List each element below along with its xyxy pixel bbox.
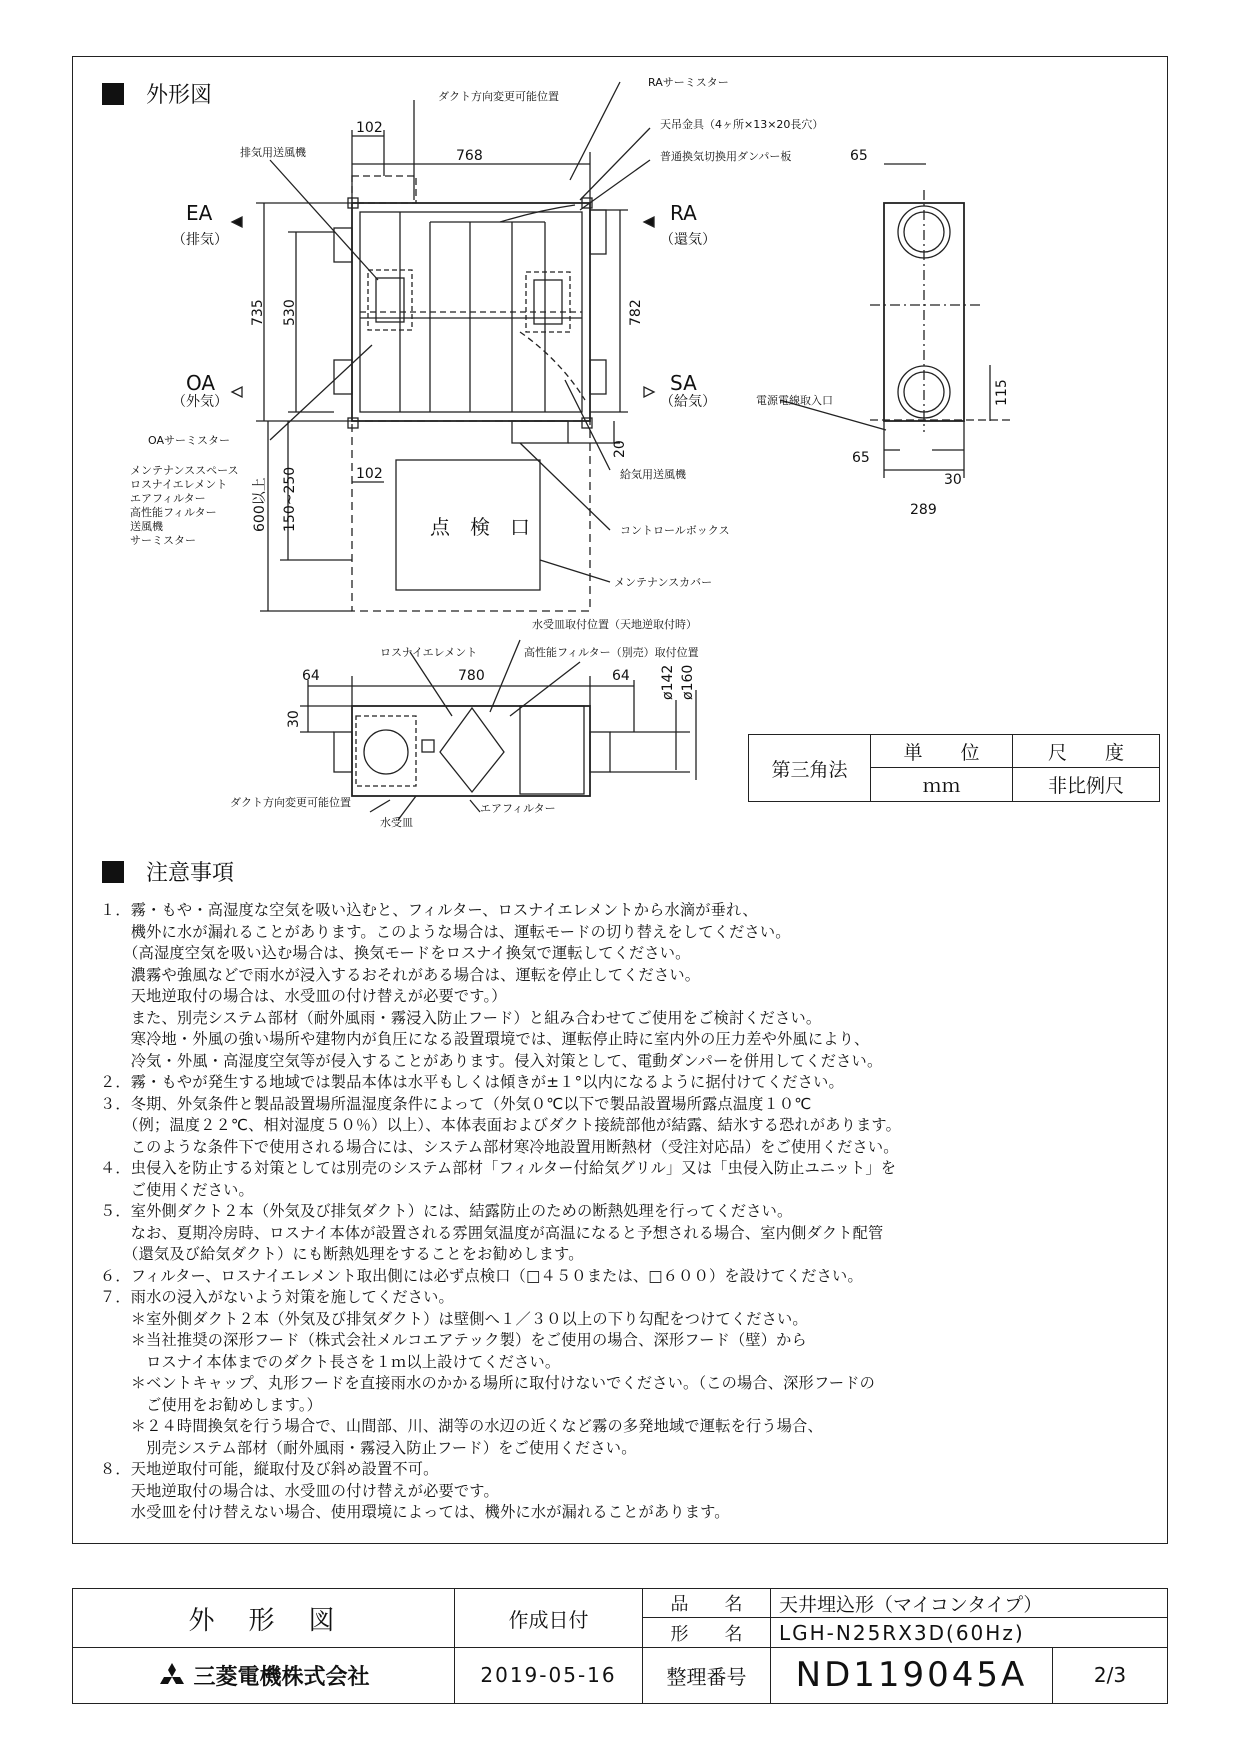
- maintenance-cover-label: メンテナンスカバー: [614, 576, 713, 589]
- note-line: 天地逆取付の場合は、水受皿の付け替えが必要です。: [100, 1481, 499, 1500]
- dim-289: 289: [910, 502, 937, 518]
- power-inlet-label: 電源電線取入口: [756, 394, 833, 407]
- maint-item-2: 高性能フィルター: [130, 506, 217, 519]
- document-number: ND119045A: [771, 1647, 1053, 1703]
- drain-pan-position-label: 水受皿取付位置（天地逆取付時）: [532, 618, 697, 631]
- ea-sub-label: （排気）: [172, 232, 228, 248]
- note-line: なお、夏期冷房時、ロスナイ本体が設置される雰囲気温度が高温になると予想される場合、室内側ダクト配管: [100, 1223, 884, 1242]
- dim-782: 782: [628, 299, 644, 326]
- note-line: 冷気・外風・高湿度空気等が侵入することがあります。侵入対策として、電動ダンパーを併用してください。: [100, 1051, 883, 1070]
- unit-label: 単 位: [871, 735, 1013, 768]
- ra-label: RA: [670, 201, 697, 225]
- note-line: ８．天地逆取付可能，縦取付及び斜め設置不可。: [100, 1460, 439, 1478]
- ra-sub-label: （還気）: [660, 232, 716, 248]
- company-name: 三菱電機株式会社: [193, 1664, 370, 1690]
- note-line: ご使用をお勧めします。）: [100, 1395, 322, 1414]
- dim-780: 780: [458, 668, 485, 684]
- damper-label: 普通換気切換用ダンパー板: [660, 150, 792, 163]
- dim-65-bottom: 65: [852, 450, 870, 466]
- note-line: （高湿度空気を吸い込む場合は、換気モードをロスナイ換気で運転してください。: [100, 944, 691, 962]
- note-line: ３．冬期、外気条件と製品設置場所温湿度条件によって（外気０℃以下で製品設置場所露点温度１０℃: [100, 1094, 812, 1113]
- note-line: （例；温度２２℃、相対湿度５０％）以上）、本体表面およびダクト接続部他が結露、結氷する恐れがあります。: [100, 1116, 901, 1134]
- notes-list: [100, 900, 1140, 1524]
- unit-value: ｍｍ: [871, 768, 1013, 801]
- oa-label: OA: [186, 371, 216, 395]
- scale-label: 尺 度: [1013, 735, 1159, 768]
- dim-530: 530: [282, 299, 298, 326]
- title-block: [72, 1588, 1168, 1704]
- sa-sub-label: （給気）: [660, 394, 716, 410]
- note-line: ＊室外側ダクト２本（外気及び排気ダクト）は壁側へ１／３０以上の下り勾配をつけてください。: [100, 1309, 808, 1328]
- dim-150-250: 150~250: [282, 466, 298, 532]
- dim-20: 20: [612, 440, 628, 458]
- hepa-position-label: 高性能フィルター（別売）取付位置: [524, 646, 699, 659]
- exhaust-fan-label: 排気用送風機: [240, 146, 306, 159]
- notes-title: 注意事項: [146, 861, 235, 886]
- maint-item-3: 送風機: [130, 520, 163, 533]
- note-line: ７．雨水の浸入がないよう対策を施してください。: [100, 1288, 454, 1306]
- note-line: ２．霧・もやが発生する地域では製品本体は水平もしくは傾きが±１°以内になるように据付けてください。: [100, 1073, 844, 1091]
- katamei-label: 形 名: [643, 1618, 771, 1647]
- dim-65-top: 65: [850, 148, 868, 164]
- note-line: ＊当社推奨の深形フード（株式会社メルコエアテック製）をご使用の場合、深形フード（壁）から: [100, 1331, 807, 1349]
- ea-label: EA: [186, 201, 213, 225]
- note-line: 濃霧や強風などで雨水が浸入するおそれがある場合は、運転を停止してください。: [100, 965, 701, 984]
- note-line: ４．虫侵入を防止する対策としては別売のシステム部材「フィルター付給気グリル」又は「虫侵入防止ユニット」を: [100, 1159, 897, 1177]
- company-cell: [73, 1647, 455, 1703]
- note-line: ロスナイ本体までのダクト長さを１ｍ以上設けてください。: [100, 1352, 561, 1371]
- note-line: ご使用ください。: [100, 1180, 254, 1199]
- note-line: １．霧・もや・高湿度な空気を吸い込むと、フィルター、ロスナイエレメントから水滴が垂れ、: [100, 901, 758, 919]
- sa-label: SA: [670, 371, 697, 395]
- control-box-label: コントロールボックス: [620, 524, 730, 537]
- oa-sub-label: （外気）: [172, 394, 228, 410]
- dim-64-left: 64: [302, 668, 320, 684]
- dim-phi142: ø142: [660, 664, 676, 700]
- drawing-type: 外 形 図: [73, 1589, 455, 1647]
- page-number: 2/3: [1093, 1663, 1127, 1687]
- duct-change-position-top-label: ダクト方向変更可能位置: [438, 90, 559, 103]
- doc-no-label: 整理番号: [643, 1647, 771, 1703]
- projection-block: [748, 734, 1160, 802]
- dim-phi160: ø160: [680, 664, 696, 700]
- maint-item-4: サーミスター: [130, 534, 196, 547]
- outline-title: 外形図: [146, 83, 213, 108]
- mitsubishi-logo-icon: [157, 1662, 187, 1688]
- dim-102-bottom: 102: [356, 466, 383, 482]
- note-line: 天地逆取付の場合は、水受皿の付け替えが必要です。）: [100, 987, 507, 1005]
- note-line: ６．フィルター、ロスナイエレメント取出側には必ず点検口（□４５０または、□６００）を設けてください。: [100, 1266, 863, 1285]
- note-line: （還気及び給気ダクト）にも断熱処理をすることをお勧めします。: [100, 1245, 584, 1263]
- dim-768: 768: [456, 148, 483, 164]
- maint-item-1: エアフィルター: [130, 492, 206, 505]
- note-line: 機外に水が漏れることがあります。このような場合は、運転モードの切り替えをしてください。: [100, 922, 791, 941]
- dim-600: 600以上: [252, 477, 268, 532]
- note-line: ５．室外側ダクト２本（外気及び排気ダクト）には、結露防止のための断熱処理を行ってください。: [100, 1202, 793, 1220]
- hanger-label: 天吊金具（4ヶ所×13×20長穴）: [660, 118, 824, 131]
- note-line: 水受皿を付け替えない場合、使用環境によっては、機外に水が漏れることがあります。: [100, 1503, 730, 1521]
- dim-64-right: 64: [612, 668, 630, 684]
- created-date: 2019-05-16: [455, 1647, 643, 1703]
- product-name: 天井埋込形（マイコンタイプ）: [771, 1589, 1167, 1618]
- air-filter-label: エアフィルター: [480, 802, 556, 815]
- note-line: 別売システム部材（耐外風雨・霧浸入防止フード）をご使用ください。: [100, 1438, 637, 1457]
- oa-thermistor-label: OAサーミスター: [148, 434, 230, 447]
- note-line: また、別売システム部材（耐外風雨・霧浸入防止フード）と組み合わせてご使用をご検討ください。: [100, 1008, 822, 1027]
- notes-section-header: [102, 856, 234, 887]
- lossnay-element-label: ロスナイエレメント: [380, 646, 478, 659]
- dim-30-plan: 30: [286, 710, 302, 728]
- square-bullet-icon: [102, 861, 124, 883]
- created-label: 作成日付: [455, 1589, 643, 1647]
- note-line: このような条件下で使用される場合には、システム部材寒冷地設置用断熱材（受注対応品）をご使用ください。: [100, 1137, 899, 1156]
- note-line: ＊２４時間換気を行う場合で、山間部、川、湖等の水辺の近くなど霧の多発地域で運転を行う場合、: [100, 1417, 823, 1435]
- note-line: 寒冷地・外風の強い場所や建物内が負圧になる設置環境では、運転停止時に室内外の圧力差や外風により、: [100, 1030, 870, 1048]
- dim-102-top: 102: [356, 120, 383, 136]
- model-number: LGH-N25RX3D(60Hz): [779, 1620, 1025, 1645]
- projection-method: 第三角法: [749, 735, 871, 801]
- inspection-opening-label: 点 検 口: [430, 515, 530, 539]
- dim-735: 735: [250, 299, 266, 326]
- supply-fan-label: 給気用送風機: [620, 468, 686, 481]
- dim-30-side: 30: [944, 472, 962, 488]
- scale-value: 非比例尺: [1047, 775, 1124, 797]
- ra-thermistor-label: RAサーミスター: [648, 76, 729, 89]
- drain-pan-label: 水受皿: [380, 816, 413, 829]
- note-line: ＊ベントキャップ、丸形フードを直接雨水のかかる場所に取付けないでください。（この場合、深形フードの: [100, 1374, 876, 1392]
- duct-change-position-bottom-label: ダクト方向変更可能位置: [230, 796, 351, 809]
- dim-115: 115: [994, 379, 1010, 406]
- maintenance-space-label: メンテナンススペース: [130, 464, 239, 477]
- maint-item-0: ロスナイエレメント: [130, 478, 228, 491]
- hinmei-label: 品 名: [643, 1589, 771, 1618]
